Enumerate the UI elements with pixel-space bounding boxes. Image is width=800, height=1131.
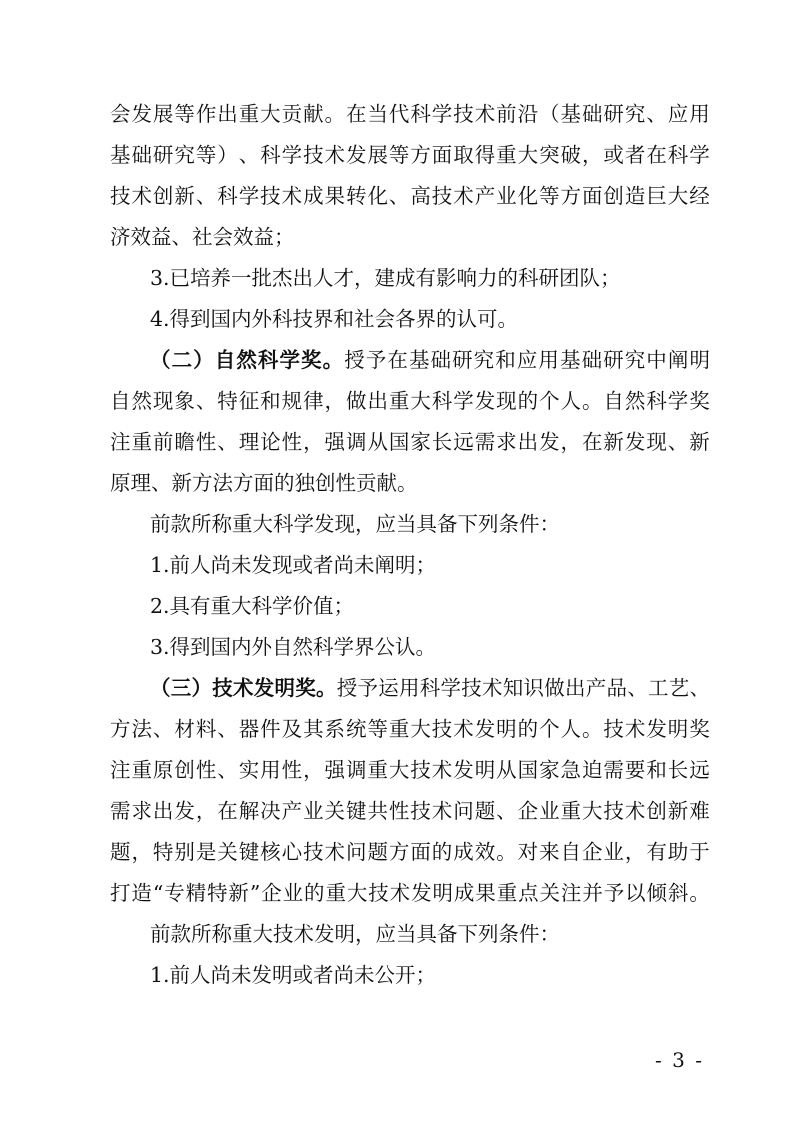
text-line: （ 三 ） 技 术 发 明 奖 。 授 予 运 用 科 学 技 术 知 识 做 出 产 品 、 工 艺 、	[150, 676, 710, 700]
text-line	[110, 545, 710, 586]
text-line: （ 二 ） 自 然 科 学 奖 。 授 予 在 基 础 研 究 和 应 用 基 础 研 究 中 阐 明	[150, 348, 710, 372]
line-text: 3.已培养一批杰出人才，建成有影响力的科研团队；	[150, 266, 621, 290]
text-line	[110, 955, 710, 996]
line-text: 济效益、社会效益；	[110, 225, 295, 249]
line-text: 前款所称重大科学发现，应当具备下列条件：	[150, 512, 560, 536]
line-text: 2.具有重大科学价值；	[150, 594, 355, 618]
text-line	[110, 258, 710, 299]
line-text: 3.得到国内外自然科学界公认。	[150, 635, 437, 659]
line-text: 原理、新方法方面的独创性贡献。	[110, 471, 418, 495]
text-line	[110, 627, 710, 668]
page-number: - 3 -	[655, 1048, 704, 1072]
text-line	[110, 586, 710, 627]
text-line	[110, 463, 710, 504]
text-line: 会 发 展 等 作 出 重 大 贡 献 。 在 当 代 科 学 技 术 前 沿 （ 基 础 研 究 、 应 用	[110, 102, 710, 126]
text-line	[110, 299, 710, 340]
text-line	[110, 217, 710, 258]
text-line: 基 础 研 究 等 ） 、 科 学 技 术 发 展 等 方 面 取 得 重 大 突 破 ， 或 者 在 科 学	[110, 143, 710, 167]
text-line: 方 法 、 材 料 、 器 件 及 其 系 统 等 重 大 技 术 发 明 的 个 人 。 技 术 发 明 奖	[110, 717, 710, 741]
text-line: 题 ， 特 别 是 关 键 核 心 技 术 问 题 方 面 的 成 效 。 对 来 自 企 业 ， 有 助 于	[110, 840, 710, 864]
text-line	[110, 914, 710, 955]
line-text: 1.前人尚未发现或者尚未阐明；	[150, 553, 437, 577]
line-text: 4.得到国内外科技界和社会各界的认可。	[150, 307, 519, 331]
text-line: 注 重 原 创 性 、 实 用 性 ， 强 调 重 大 技 术 发 明 从 国 家 急 迫 需 要 和 长 远	[110, 758, 710, 782]
line-text: 前款所称重大技术发明，应当具备下列条件：	[150, 922, 560, 946]
text-line: 注 重 前 瞻 性 、 理 论 性 ， 强 调 从 国 家 长 远 需 求 出 发 ， 在 新 发 现 、 新	[110, 430, 710, 454]
text-line: 需 求 出 发 ， 在 解 决 产 业 关 键 共 性 技 术 问 题 、 企 业 重 大 技 术 创 新 难	[110, 799, 710, 823]
line-text: 1.前人尚未发明或者尚未公开；	[150, 963, 437, 987]
text-line: 技 术 创 新 、 科 学 技 术 成 果 转 化 、 高 技 术 产 业 化 等 方 面 创 造 巨 大 经	[110, 184, 710, 208]
document-body	[110, 94, 710, 996]
text-line: 打 造 “ 专 精 特 新 ” 企 业 的 重 大 技 术 发 明 成 果 重 点 关 注 并 予 以 倾 斜 。	[110, 881, 710, 905]
text-line: 自 然 现 象 、 特 征 和 规 律 ， 做 出 重 大 科 学 发 现 的 个 人 。 自 然 科 学 奖	[110, 389, 710, 413]
text-line	[110, 504, 710, 545]
